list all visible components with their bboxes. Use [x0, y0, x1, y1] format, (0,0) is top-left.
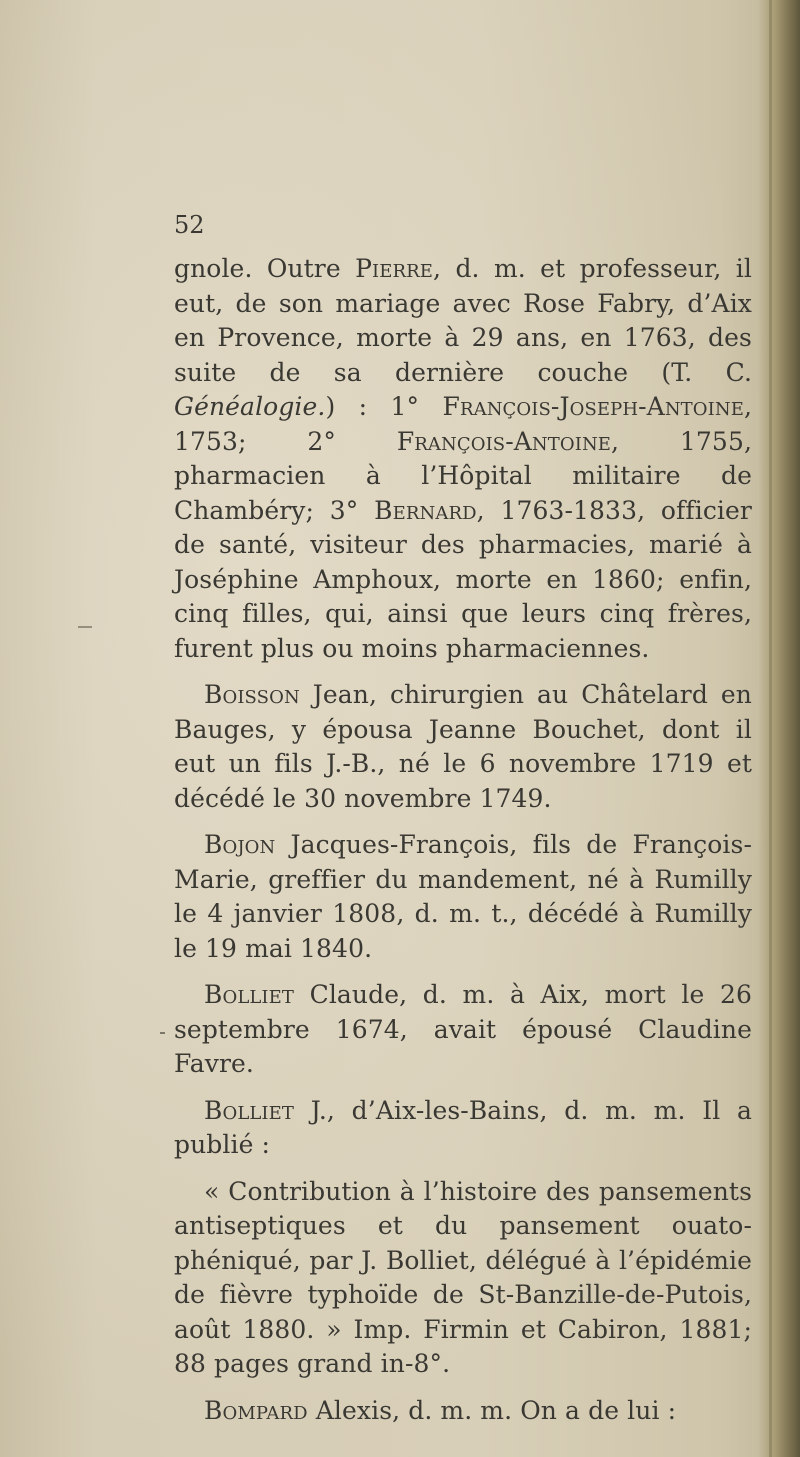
entry-bompard: [174, 1394, 752, 1429]
italic-title: Généalogie.: [174, 392, 326, 421]
entry-bolliet-j: [174, 1094, 752, 1163]
text-run: gnole. Outre: [174, 254, 356, 283]
text-run: , 1763-1833, officier de santé, visiteur des pharmacies, marié à Joséphine Amphoux, morte en 1860; enfin, cinq filles, qui, ainsi que leurs cinq frères, furent plus ou moins pharmaciennes.: [174, 495, 752, 663]
page-number: 52: [174, 211, 205, 239]
text-run: , d. m. et professeur, il eut, de son mariage avec Rose Fabry, d’Aix en Provence, morte à 29 ans, en 1763, des suite de sa dernière couche (T. C.: [174, 254, 752, 387]
entry-bolliet-claude: [174, 978, 752, 1082]
entry-text: Jean, chirurgien au Châtelard en Bauges, y épousa Jeanne Bouchet, dont il eut un fils J.-B., né le 6 novembre 1719 et décédé le 30 novembre 1749.: [174, 680, 752, 813]
page-edge: [769, 0, 772, 1457]
entry-boisson: [174, 678, 752, 816]
entry-bojon: [174, 828, 752, 966]
citation-text: « Contribution à l’histoire des pansements antiseptiques et du pansement ouato-phéniqué, par J. Bolliet, délégué à l’épidémie de fièvre typhoïde de St-Banzille-de-Putois, août 1880. » Imp. Firmin et Cabiron, 1881; 88 pages grand in-8°.: [174, 1176, 752, 1378]
person-name: François-Antoine: [396, 426, 612, 456]
page-body: [174, 252, 752, 1428]
entry-name: Bolliet: [204, 1095, 294, 1125]
book-spine-shadow: [758, 0, 800, 1457]
entry-name: Bompard: [204, 1395, 308, 1425]
entry-name: Bojon: [204, 830, 276, 859]
entry-text: Jacques-François, fils de François-Marie, greffier du mandement, né à Rumilly le 4 janvier 1808, d. m. t., décédé à Rumilly le 19 mai 1840.: [174, 830, 752, 963]
paragraph-continuation: [174, 252, 752, 666]
person-name: Pierre: [355, 254, 434, 283]
person-name: Bernard: [374, 495, 477, 525]
entry-text: Claude, d. m. à Aix, mort le 26 septembre 1674, avait épousé Claudine Favre.: [174, 980, 752, 1078]
text-run: , 1753; 2°: [174, 392, 752, 456]
entry-name: Boisson: [204, 680, 300, 709]
entry-text: J., d’Aix-les-Bains, d. m. m. Il a publié :: [174, 1095, 752, 1159]
entry-text: Alexis, d. m. m. On a de lui :: [307, 1395, 677, 1425]
citation-quote: [174, 1175, 752, 1382]
text-run: , 1755, pharmacien à l’Hôpital militaire de Chambéry; 3°: [174, 426, 752, 525]
margin-mark: [78, 626, 92, 628]
entry-name: Bolliet: [204, 980, 294, 1009]
text-run: ) : 1°: [325, 392, 443, 421]
margin-dot: [160, 1032, 165, 1034]
person-name: François-Joseph-Antoine: [442, 392, 744, 421]
